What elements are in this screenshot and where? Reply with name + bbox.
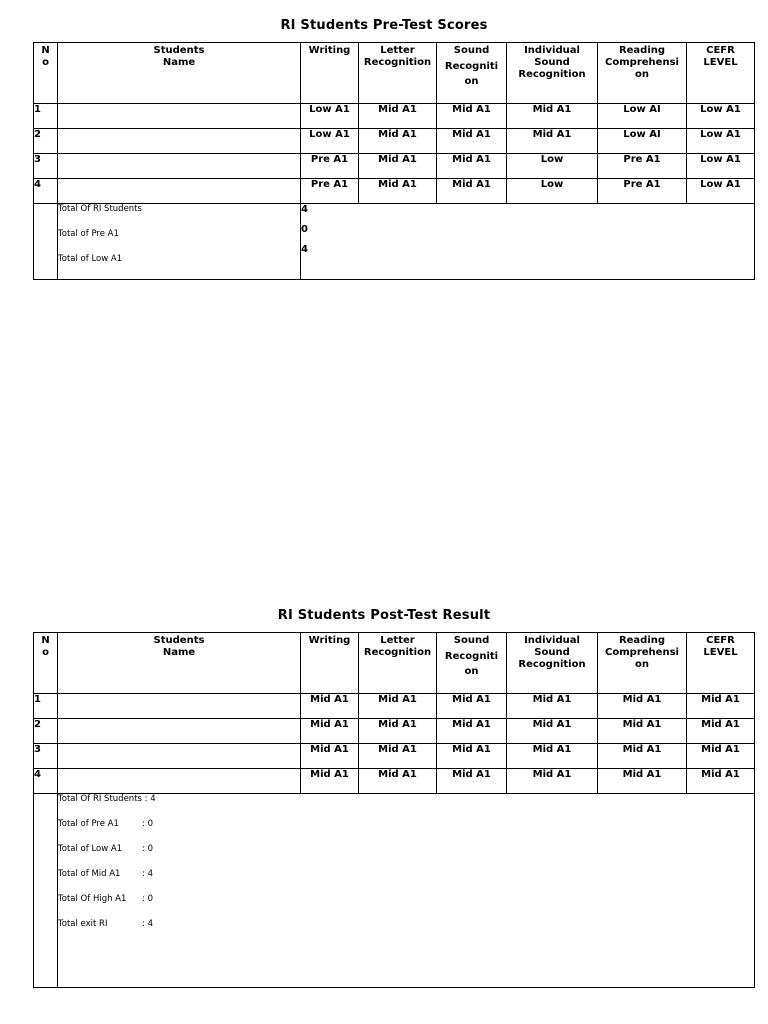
letter-recognition-cell: Mid A1 xyxy=(359,769,437,794)
pretest-table xyxy=(33,42,755,280)
sound-recognition-cell: Mid A1 xyxy=(437,104,507,129)
cefr-level-cell: Mid A1 xyxy=(687,719,755,744)
student-name-cell xyxy=(58,154,301,179)
header-reading-comprehension: Reading Comprehensi on xyxy=(598,633,687,694)
summary-value: 0 xyxy=(301,224,308,235)
student-name-cell xyxy=(58,769,301,794)
student-name-cell xyxy=(58,694,301,719)
sound-recognition-cell: Mid A1 xyxy=(437,719,507,744)
table-row xyxy=(34,104,755,129)
reading-comprehension-cell: Mid A1 xyxy=(598,694,687,719)
header-letter-recognition: Letter Recognition xyxy=(359,633,437,694)
row-number: 3 xyxy=(34,154,58,179)
header-reading-comprehension: Reading Comprehensi on xyxy=(598,43,687,104)
student-name-cell xyxy=(58,719,301,744)
pretest-title: RI Students Pre-Test Scores xyxy=(280,18,488,33)
writing-cell: Mid A1 xyxy=(301,769,359,794)
row-number: 4 xyxy=(34,179,58,204)
cefr-level-cell: Low A1 xyxy=(687,129,755,154)
writing-cell: Low A1 xyxy=(301,104,359,129)
reading-comprehension-cell: Mid A1 xyxy=(598,769,687,794)
header-writing: Writing xyxy=(301,633,359,694)
summary-value: : 4 xyxy=(144,794,156,804)
summary-value: 4 xyxy=(301,244,308,255)
summary-label: Total exit RI xyxy=(58,919,108,929)
writing-cell: Pre A1 xyxy=(301,154,359,179)
table-row xyxy=(34,129,755,154)
table-row xyxy=(34,179,755,204)
reading-comprehension-cell: Mid A1 xyxy=(598,744,687,769)
summary-labels xyxy=(58,204,301,280)
individual-sound-cell: Mid A1 xyxy=(507,719,598,744)
summary-label: Total of Low A1 xyxy=(58,844,123,854)
header-students-name: Students Name xyxy=(58,633,301,694)
row-number: 2 xyxy=(34,129,58,154)
posttest-title: RI Students Post-Test Result xyxy=(277,608,491,623)
individual-sound-cell: Mid A1 xyxy=(507,129,598,154)
summary-value: : 4 xyxy=(142,919,153,929)
summary-row xyxy=(34,794,755,988)
writing-cell: Mid A1 xyxy=(301,744,359,769)
sound-recognition-cell: Mid A1 xyxy=(437,179,507,204)
writing-cell: Pre A1 xyxy=(301,179,359,204)
individual-sound-cell: Mid A1 xyxy=(507,104,598,129)
header-writing: Writing xyxy=(301,43,359,104)
summary-label: Total of Mid A1 xyxy=(58,869,121,879)
header-students-name: Students Name xyxy=(58,43,301,104)
row-number: 4 xyxy=(34,769,58,794)
header-no: N o xyxy=(34,633,58,694)
cefr-level-cell: Low A1 xyxy=(687,104,755,129)
reading-comprehension-cell: Pre A1 xyxy=(598,154,687,179)
letter-recognition-cell: Mid A1 xyxy=(359,154,437,179)
summary-spacer xyxy=(34,204,58,280)
table-header-row xyxy=(34,633,755,694)
summary-value: : 0 xyxy=(142,844,153,854)
table-header-row xyxy=(34,43,755,104)
header-individual-sound-recognition: Individual Sound Recognition xyxy=(507,43,598,104)
header-no: N o xyxy=(34,43,58,104)
summary-values xyxy=(301,204,755,280)
writing-cell: Low A1 xyxy=(301,129,359,154)
letter-recognition-cell: Mid A1 xyxy=(359,719,437,744)
summary-line xyxy=(58,919,754,929)
header-cefr-level: CEFR LEVEL xyxy=(687,633,755,694)
individual-sound-cell: Mid A1 xyxy=(507,744,598,769)
table-row xyxy=(34,769,755,794)
header-cefr-level: CEFR LEVEL xyxy=(687,43,755,104)
summary-line xyxy=(58,819,754,829)
summary-line xyxy=(58,844,754,854)
summary-value: : 0 xyxy=(142,894,153,904)
header-sound-recognition: Sound Recogniti on xyxy=(437,43,507,104)
table-row xyxy=(34,154,755,179)
summary-value: 4 xyxy=(301,204,308,215)
summary-label: Total Of RI Students xyxy=(58,204,142,214)
summary-label: Total Of High A1 xyxy=(58,894,127,904)
sound-recognition-cell: Mid A1 xyxy=(437,694,507,719)
row-number: 1 xyxy=(34,694,58,719)
posttest-table xyxy=(33,632,755,988)
table-row xyxy=(34,719,755,744)
individual-sound-cell: Mid A1 xyxy=(507,694,598,719)
table-row xyxy=(34,744,755,769)
sound-recognition-cell: Mid A1 xyxy=(437,154,507,179)
cefr-level-cell: Low A1 xyxy=(687,154,755,179)
reading-comprehension-cell: Low AI xyxy=(598,104,687,129)
letter-recognition-cell: Mid A1 xyxy=(359,179,437,204)
cefr-level-cell: Mid A1 xyxy=(687,769,755,794)
writing-cell: Mid A1 xyxy=(301,694,359,719)
row-number: 3 xyxy=(34,744,58,769)
row-number: 2 xyxy=(34,719,58,744)
summary-lines xyxy=(58,794,755,988)
row-number: 1 xyxy=(34,104,58,129)
individual-sound-cell: Low xyxy=(507,154,598,179)
sound-recognition-cell: Mid A1 xyxy=(437,744,507,769)
summary-label: Total of Pre A1 xyxy=(58,229,119,239)
student-name-cell xyxy=(58,129,301,154)
sound-recognition-cell: Mid A1 xyxy=(437,769,507,794)
summary-value: : 0 xyxy=(142,819,153,829)
summary-value: : 4 xyxy=(142,869,153,879)
letter-recognition-cell: Mid A1 xyxy=(359,744,437,769)
student-name-cell xyxy=(58,104,301,129)
individual-sound-cell: Mid A1 xyxy=(507,769,598,794)
summary-label: Total of Pre A1 xyxy=(58,819,119,829)
header-individual-sound-recognition: Individual Sound Recognition xyxy=(507,633,598,694)
cefr-level-cell: Mid A1 xyxy=(687,744,755,769)
reading-comprehension-cell: Pre A1 xyxy=(598,179,687,204)
student-name-cell xyxy=(58,744,301,769)
letter-recognition-cell: Mid A1 xyxy=(359,694,437,719)
writing-cell: Mid A1 xyxy=(301,719,359,744)
student-name-cell xyxy=(58,179,301,204)
summary-row xyxy=(34,204,755,280)
summary-label: Total of Low A1 xyxy=(58,254,123,264)
reading-comprehension-cell: Low AI xyxy=(598,129,687,154)
header-letter-recognition: Letter Recognition xyxy=(359,43,437,104)
sound-recognition-cell: Mid A1 xyxy=(437,129,507,154)
summary-label: Total Of RI Students xyxy=(58,794,142,804)
reading-comprehension-cell: Mid A1 xyxy=(598,719,687,744)
letter-recognition-cell: Mid A1 xyxy=(359,104,437,129)
letter-recognition-cell: Mid A1 xyxy=(359,129,437,154)
summary-line xyxy=(58,794,754,804)
header-sound-recognition: Sound Recogniti on xyxy=(437,633,507,694)
summary-line xyxy=(58,894,754,904)
table-row xyxy=(34,694,755,719)
cefr-level-cell: Mid A1 xyxy=(687,694,755,719)
cefr-level-cell: Low A1 xyxy=(687,179,755,204)
summary-line xyxy=(58,869,754,879)
summary-spacer xyxy=(34,794,58,988)
individual-sound-cell: Low xyxy=(507,179,598,204)
